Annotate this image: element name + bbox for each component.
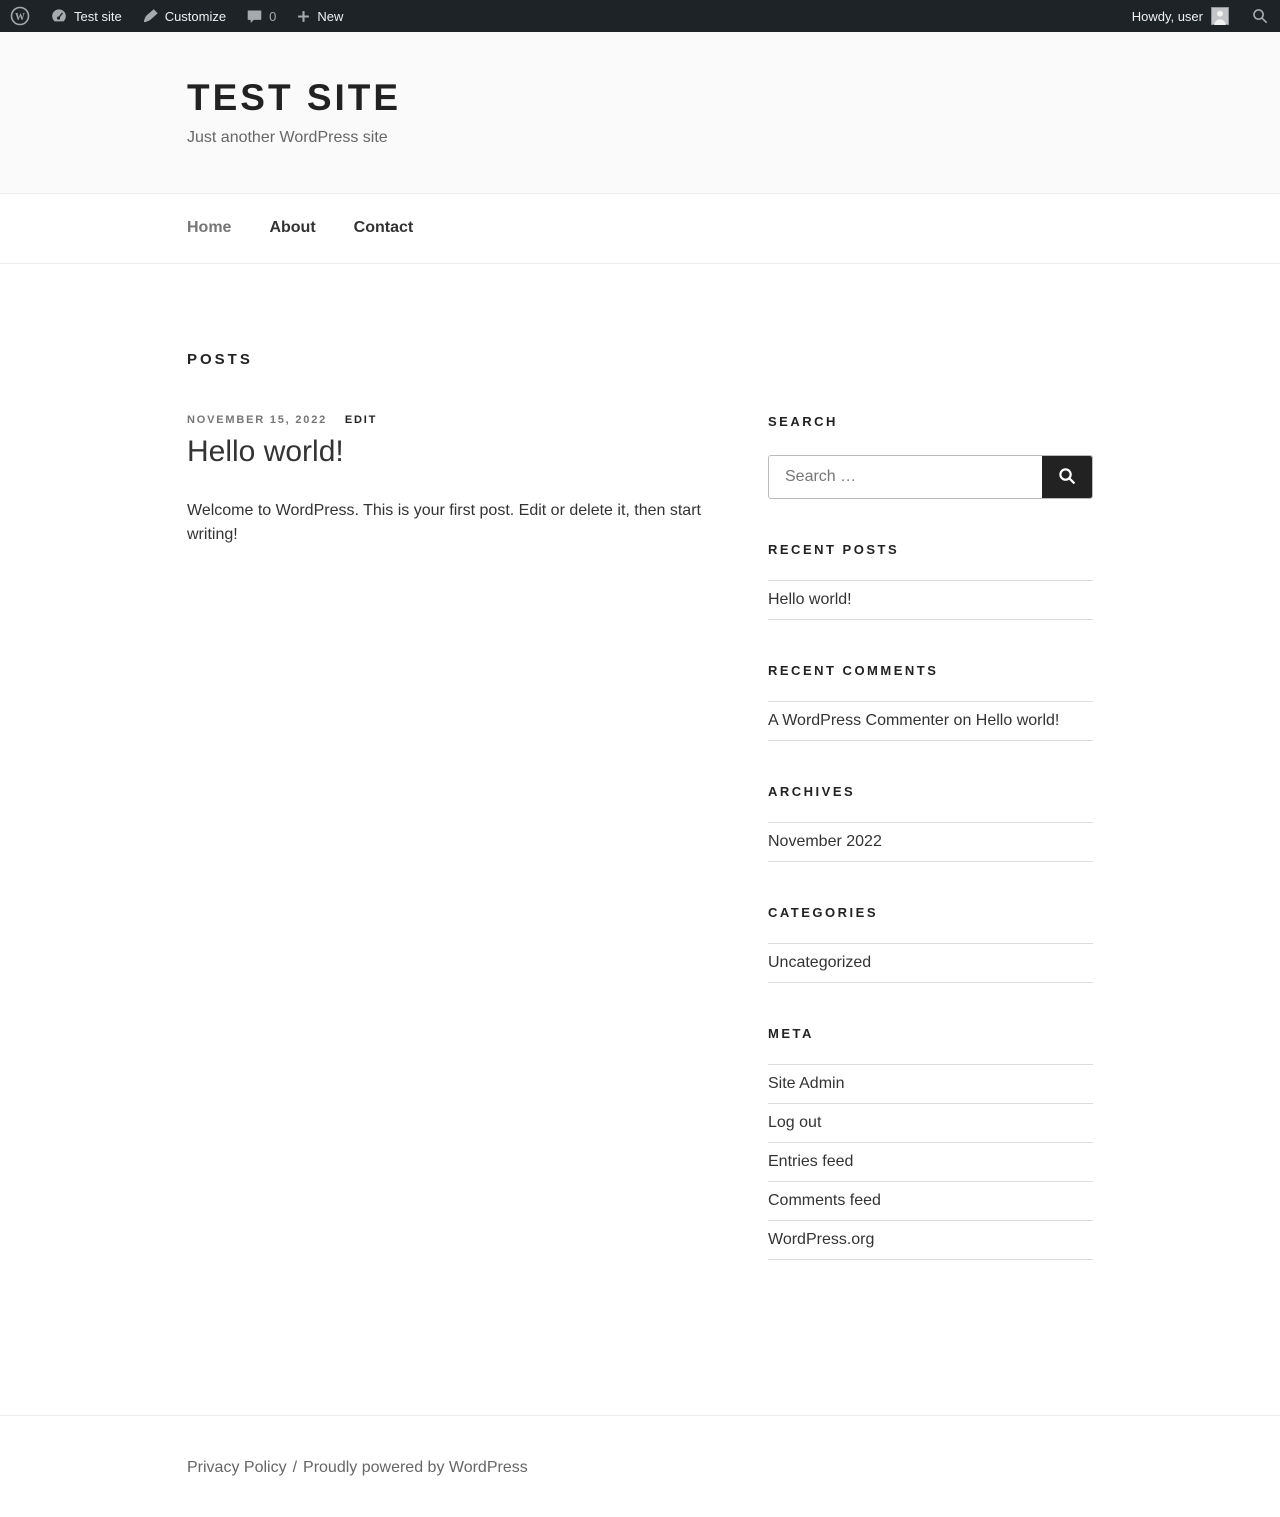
list-item — [768, 1221, 1093, 1260]
sidebar — [768, 414, 1093, 1303]
svg-text:W: W — [15, 11, 25, 23]
meta-comments-feed-link[interactable]: Comments feed — [768, 1192, 881, 1209]
search-input[interactable] — [769, 456, 1042, 498]
comment-count: 0 — [269, 8, 277, 24]
recent-post-link[interactable]: Hello world! — [768, 591, 852, 608]
archives-widget — [768, 784, 1093, 862]
site-name-label: Test site — [74, 8, 122, 24]
post-meta — [187, 414, 712, 426]
privacy-policy-link[interactable]: Privacy Policy — [187, 1459, 287, 1476]
search-submit-button[interactable] — [1042, 456, 1092, 498]
meta-entries-feed-link[interactable]: Entries feed — [768, 1153, 854, 1170]
list-item — [768, 1065, 1093, 1104]
nav-item-home[interactable]: Home — [187, 219, 232, 236]
list-item — [768, 1182, 1093, 1221]
plus-icon — [296, 9, 311, 24]
comment-bubble-icon — [246, 8, 263, 25]
search-button-icon — [1056, 465, 1078, 490]
comment-post-link[interactable]: Hello world! — [975, 712, 1060, 729]
admin-bar-left — [0, 0, 353, 32]
footer-separator: / — [292, 1459, 298, 1476]
archives-title: ARCHIVES — [768, 784, 856, 799]
new-label: New — [317, 8, 344, 24]
site-tagline: Just another WordPress site — [187, 129, 388, 146]
admin-bar — [0, 0, 1280, 32]
avatar — [1211, 7, 1229, 25]
recent-posts-title: RECENT POSTS — [768, 542, 900, 557]
search-form — [768, 455, 1093, 499]
posts-column — [187, 414, 712, 547]
meta-wordpress-org-link[interactable]: WordPress.org — [768, 1231, 875, 1248]
wordpress-logo-icon — [10, 6, 30, 26]
post-date-link[interactable]: NOVEMBER 15, 2022 — [187, 414, 328, 426]
category-link[interactable]: Uncategorized — [768, 954, 872, 971]
categories-title: CATEGORIES — [768, 905, 878, 920]
post-edit-link[interactable]: EDIT — [344, 414, 378, 426]
meta-log-out-link[interactable]: Log out — [768, 1114, 822, 1131]
categories-widget — [768, 905, 1093, 983]
admin-search-button[interactable] — [1240, 0, 1280, 32]
list-item — [768, 1104, 1093, 1143]
post-body: Welcome to WordPress. This is your first post. Edit or delete it, then start writing! — [187, 502, 701, 543]
recent-comments-widget — [768, 663, 1093, 741]
new-content-button[interactable] — [286, 0, 353, 32]
search-widget-title: SEARCH — [768, 414, 838, 429]
nav-item-about[interactable]: About — [269, 219, 316, 236]
howdy-label: Howdy, user — [1131, 8, 1203, 24]
list-item — [768, 944, 1093, 983]
meta-widget — [768, 1026, 1093, 1260]
customize-button[interactable] — [132, 0, 236, 32]
recent-comments-title: RECENT COMMENTS — [768, 663, 939, 678]
customize-label: Customize — [164, 8, 227, 24]
post-title-link[interactable]: Hello world! — [187, 435, 344, 468]
list-item — [768, 1143, 1093, 1182]
comment-connector: on — [949, 712, 976, 729]
my-account-button[interactable] — [1121, 0, 1240, 32]
archive-link[interactable]: November 2022 — [768, 833, 882, 850]
nav-item-contact[interactable]: Contact — [353, 219, 414, 236]
wp-logo-button[interactable] — [0, 0, 40, 32]
site-footer — [0, 1415, 1280, 1517]
dashboard-icon — [50, 7, 68, 25]
list-item — [768, 823, 1093, 862]
site-header — [0, 32, 1280, 193]
main-content — [0, 264, 1280, 1415]
site-title-link[interactable]: TEST SITE — [187, 77, 402, 118]
main-nav — [0, 193, 1280, 264]
admin-bar-right — [1121, 0, 1280, 32]
search-icon — [1251, 7, 1269, 25]
page-title: POSTS — [187, 351, 253, 368]
comments-button[interactable] — [236, 0, 286, 32]
site-name-button[interactable] — [40, 0, 132, 32]
search-widget — [768, 414, 1093, 499]
list-item — [768, 581, 1093, 620]
recent-posts-widget — [768, 542, 1093, 620]
meta-site-admin-link[interactable]: Site Admin — [768, 1075, 845, 1092]
comment-author-link[interactable]: A WordPress Commenter — [768, 712, 950, 729]
meta-title: META — [768, 1026, 814, 1041]
brush-icon — [142, 8, 159, 25]
powered-by-link[interactable]: Proudly powered by WordPress — [303, 1459, 528, 1476]
list-item — [768, 702, 1093, 741]
post-title — [187, 435, 712, 469]
post — [187, 414, 712, 547]
